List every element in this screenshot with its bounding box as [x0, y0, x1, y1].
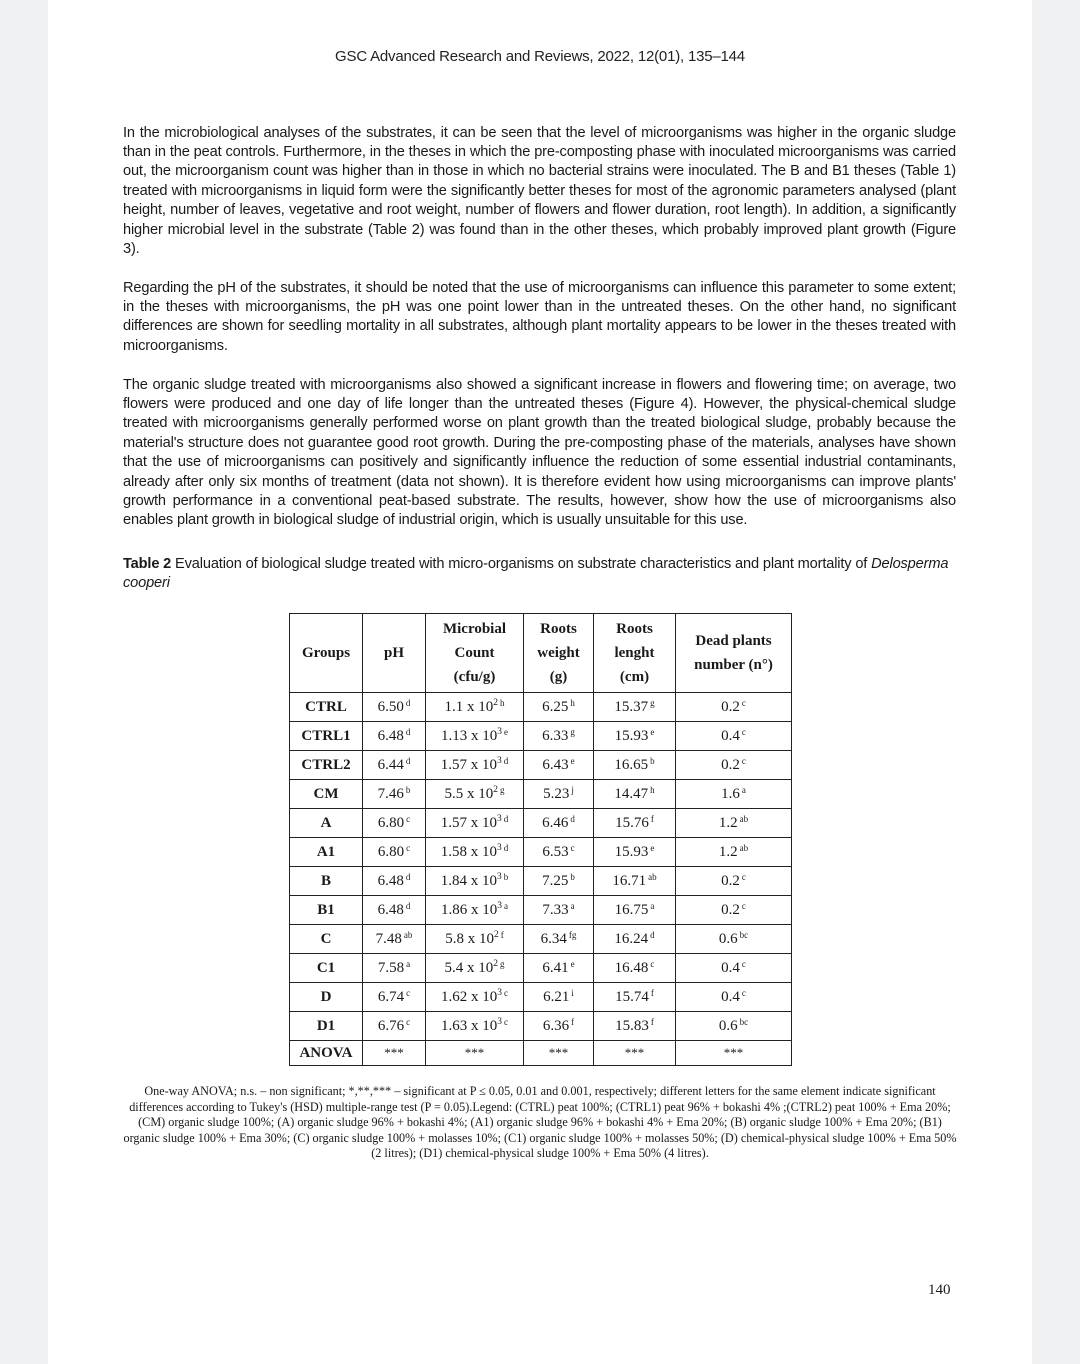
- value: 1.86 x 10: [441, 902, 498, 918]
- roots-weight-cell: [524, 954, 594, 983]
- value: 5.23: [543, 786, 570, 802]
- ph-cell: [363, 896, 426, 925]
- roots-weight-cell: [524, 751, 594, 780]
- value: 15.93: [614, 728, 649, 744]
- roots-length-cell: [594, 780, 676, 809]
- roots-length-cell: [594, 983, 676, 1012]
- anova-row: [290, 1041, 792, 1066]
- exponent: 3: [497, 988, 502, 998]
- value: 1.2: [718, 815, 738, 831]
- value: 0.6: [718, 931, 738, 947]
- roots-weight-cell: [524, 780, 594, 809]
- value: 16.71: [612, 873, 647, 889]
- microbial-count-cell: [426, 925, 524, 954]
- table-caption: [123, 555, 963, 594]
- table-row: [290, 751, 792, 780]
- roots-length-cell: [594, 693, 676, 722]
- exponent: 3: [497, 727, 502, 737]
- value: 14.47: [614, 786, 649, 802]
- table-row: [290, 867, 792, 896]
- roots-weight-cell: [524, 867, 594, 896]
- significance-letter: e: [504, 727, 508, 737]
- roots-weight-cell: [524, 925, 594, 954]
- value: 6.50: [377, 699, 404, 715]
- significance-letter: d: [570, 814, 575, 824]
- significance-letter: c: [650, 959, 655, 969]
- header-line: Roots: [616, 621, 653, 637]
- table-row: [290, 896, 792, 925]
- group-name: D: [290, 983, 363, 1012]
- running-header: GSC Advanced Research and Reviews, 2022, 12(01), 135–144: [335, 48, 745, 65]
- value: 15.83: [615, 1018, 649, 1034]
- ph-cell: [363, 1012, 426, 1041]
- value: 6.48: [377, 873, 404, 889]
- value: 1.57 x 10: [440, 815, 497, 831]
- microbial-count-cell: [426, 809, 524, 838]
- value: 6.48: [377, 728, 404, 744]
- significance-letter: ab: [739, 843, 749, 853]
- value: 1.6: [721, 786, 740, 802]
- header-line: (g): [549, 669, 568, 685]
- group-name: A: [290, 809, 363, 838]
- roots-length-cell: [594, 925, 676, 954]
- roots-weight-cell: [524, 838, 594, 867]
- significance-letter: d: [650, 930, 655, 940]
- value: 1.57 x 10: [440, 757, 497, 773]
- group-name: CTRL1: [290, 722, 363, 751]
- significance-letter: ab: [403, 930, 413, 940]
- anova-label: ANOVA: [290, 1041, 363, 1066]
- ph-cell: [363, 925, 426, 954]
- dead-plants-cell: [676, 1012, 792, 1041]
- group-name: CM: [290, 780, 363, 809]
- ph-cell: [363, 954, 426, 983]
- exponent: 2: [493, 785, 498, 795]
- exponent: 3: [497, 1017, 502, 1027]
- microbial-count-cell: [426, 722, 524, 751]
- significance-letter: c: [570, 843, 575, 853]
- exponent: 3: [497, 843, 502, 853]
- exponent: 2: [493, 698, 498, 708]
- value: 7.33: [542, 902, 569, 918]
- roots-weight-cell: [524, 1012, 594, 1041]
- table-label: Table 2: [123, 556, 172, 572]
- significance-letter: a: [741, 785, 746, 795]
- value: 1.1 x 10: [444, 699, 494, 715]
- value: 15.93: [614, 844, 649, 860]
- significance-letter: c: [406, 814, 411, 824]
- significance-letter: b: [405, 785, 411, 795]
- value: 16.75: [614, 902, 649, 918]
- header-line: lenght: [614, 645, 655, 661]
- significance-letter: e: [570, 959, 575, 969]
- table-row: [290, 693, 792, 722]
- table-footnote: One-way ANOVA; n.s. – non significant; *,**,*** – significant at P ≤ 0.05, 0.01 and 0.001, respectively; different letters for the same element indicate significant differences according to Tukey's (HSD) multiple-range test (P = 0.05).Legend: (CTRL) peat 100%; (CTRL1) peat 96% + bokashi 4% ;(CTRL2) peat 100% + Ema 20%; (CM) organic sludge 100%; (A) organic sludge 96% + bokashi 4%; (A1) organic sludge 96% + bokashi 4% + Ema 20%; (B) organic sludge 100% + Ema 20%; (B1) organic sludge 100% + Ema 30%; (C) organic sludge 100% + molasses 10%; (C1) organic sludge 100% + molasses 50%; (D) chemical-physical sludge 100% + Ema 50% (2 litres); (D1) chemical-physical sludge 100% + Ema 50% (4 litres).: [123, 1084, 957, 1161]
- significance-letter: c: [741, 872, 746, 882]
- significance-letter: g: [500, 785, 505, 795]
- significance-letter: i: [571, 988, 574, 998]
- table-row: [290, 838, 792, 867]
- table-row: [290, 954, 792, 983]
- table-caption-text: Evaluation of biological sludge treated with micro-organisms on substrate characteristics and plant mortality of: [171, 556, 872, 572]
- value: 0.4: [721, 989, 740, 1005]
- value: 1.13 x 10: [441, 728, 498, 744]
- anova-significance: ***: [524, 1041, 594, 1066]
- header-roots-length: [594, 614, 676, 693]
- microbial-count-cell: [426, 693, 524, 722]
- significance-letter: d: [503, 756, 509, 766]
- exponent: 2: [493, 959, 498, 969]
- header-line: Groups: [301, 645, 351, 661]
- dead-plants-cell: [676, 925, 792, 954]
- value: 6.80: [377, 844, 405, 860]
- significance-letter: f: [500, 930, 504, 940]
- value: 6.76: [377, 1018, 405, 1034]
- roots-weight-cell: [524, 809, 594, 838]
- header-ph: [363, 614, 426, 693]
- significance-letter: e: [650, 843, 655, 853]
- significance-letter: ab: [739, 814, 749, 824]
- header-line: Count: [454, 645, 495, 661]
- header-line: (cfu/g): [453, 669, 496, 685]
- significance-letter: c: [741, 959, 746, 969]
- roots-weight-cell: [524, 896, 594, 925]
- exponent: 3: [497, 814, 502, 824]
- page-number: 140: [928, 1282, 951, 1298]
- value: 6.34: [540, 931, 567, 947]
- microbial-count-cell: [426, 751, 524, 780]
- value: 1.2: [718, 844, 738, 860]
- value: 6.43: [542, 757, 569, 773]
- value: 6.25: [542, 699, 569, 715]
- value: 5.5 x 10: [444, 786, 494, 802]
- value: 6.33: [542, 728, 569, 744]
- value: 7.58: [377, 960, 405, 976]
- significance-letter: c: [504, 988, 508, 998]
- value: 0.4: [721, 728, 740, 744]
- header-line: Roots: [540, 621, 577, 637]
- header-line: Microbial: [442, 621, 507, 637]
- significance-letter: c: [741, 901, 746, 911]
- exponent: 3: [497, 872, 502, 882]
- dead-plants-cell: [676, 954, 792, 983]
- value: 7.48: [375, 931, 402, 947]
- header-line: weight: [537, 645, 580, 661]
- value: 6.74: [377, 989, 405, 1005]
- roots-length-cell: [594, 954, 676, 983]
- significance-letter: d: [503, 814, 509, 824]
- exponent: 3: [497, 901, 502, 911]
- value: 16.24: [614, 931, 649, 947]
- header-groups: [290, 614, 363, 693]
- anova-significance: ***: [676, 1041, 792, 1066]
- value: 6.21: [543, 989, 570, 1005]
- roots-length-cell: [594, 838, 676, 867]
- significance-letter: g: [650, 698, 655, 708]
- dead-plants-cell: [676, 896, 792, 925]
- significance-letter: g: [500, 959, 505, 969]
- significance-letter: h: [570, 698, 575, 708]
- microbial-count-cell: [426, 983, 524, 1012]
- significance-letter: b: [503, 872, 509, 882]
- significance-letter: d: [405, 872, 411, 882]
- dead-plants-cell: [676, 838, 792, 867]
- significance-letter: d: [405, 756, 411, 766]
- ph-cell: [363, 780, 426, 809]
- value: 6.53: [542, 844, 569, 860]
- group-name: CTRL2: [290, 751, 363, 780]
- header-roots-weight: [524, 614, 594, 693]
- group-name: B: [290, 867, 363, 896]
- dead-plants-cell: [676, 983, 792, 1012]
- value: 1.63 x 10: [441, 1018, 498, 1034]
- significance-letter: c: [504, 1017, 508, 1027]
- group-name: C1: [290, 954, 363, 983]
- microbial-count-cell: [426, 780, 524, 809]
- significance-letter: c: [406, 843, 411, 853]
- dead-plants-cell: [676, 751, 792, 780]
- paragraph-organic-sludge: The organic sludge treated with microorganisms also showed a significant increase in flowers and flowering time; on average, two flowers were produced and one day of life longer than the untreated theses (Figure 4). However, the physical-chemical sludge treated with microorganisms generally performed worse on plant growth than the treated biological sludge, probably because the material's structure does not guarantee good root growth. During the pre-composting phase of the materials, analyses have shown that the use of microorganisms can positively and significantly influence the reduction of some essential industrial contaminants, already after only six months of treatment (data not shown). It is therefore evident how using microorganisms can improve plants' growth performance in a conventional peat-based substrate. The results, however, show how the use of microorganisms also enables plant growth in biological sludge of industrial origin, which is usually unsuitable for this use.: [123, 376, 956, 529]
- value: 6.80: [377, 815, 405, 831]
- value: 6.44: [377, 757, 404, 773]
- roots-length-cell: [594, 809, 676, 838]
- ph-cell: [363, 751, 426, 780]
- significance-letter: bc: [739, 1017, 749, 1027]
- microbial-count-cell: [426, 896, 524, 925]
- roots-length-cell: [594, 722, 676, 751]
- table-row: [290, 925, 792, 954]
- dead-plants-cell: [676, 780, 792, 809]
- significance-letter: bc: [739, 930, 749, 940]
- significance-letter: b: [570, 872, 575, 882]
- header-line: number (n°): [694, 657, 773, 673]
- value: 16.48: [614, 960, 649, 976]
- paragraph-ph-substrates: Regarding the pH of the substrates, it should be noted that the use of microorganisms can influence this parameter to some extent; in the theses with microorganisms, the pH was one point lower than in the untreated theses. On the other hand, no significant differences are shown for seedling mortality in all substrates, although plant mortality appears to be lower in the theses treated with microorganisms.: [123, 279, 956, 354]
- microbial-count-cell: [426, 954, 524, 983]
- results-table: [289, 613, 792, 1066]
- anova-significance: ***: [363, 1041, 426, 1066]
- significance-letter: c: [741, 698, 746, 708]
- exponent: 2: [494, 930, 499, 940]
- anova-significance: ***: [594, 1041, 676, 1066]
- value: 0.2: [721, 873, 740, 889]
- significance-letter: f: [650, 814, 654, 824]
- significance-letter: c: [406, 988, 411, 998]
- value: 16.65: [614, 757, 649, 773]
- group-name: C: [290, 925, 363, 954]
- dead-plants-cell: [676, 693, 792, 722]
- roots-weight-cell: [524, 722, 594, 751]
- significance-letter: ab: [648, 872, 657, 882]
- value: 0.2: [721, 902, 740, 918]
- document-page: [48, 0, 1032, 1364]
- value: 0.2: [721, 757, 740, 773]
- ph-cell: [363, 983, 426, 1012]
- value: 6.46: [542, 815, 569, 831]
- value: 0.6: [718, 1018, 738, 1034]
- group-name: A1: [290, 838, 363, 867]
- significance-letter: d: [405, 901, 411, 911]
- value: 0.4: [721, 960, 740, 976]
- ph-cell: [363, 809, 426, 838]
- value: 7.25: [542, 873, 569, 889]
- value: 1.58 x 10: [440, 844, 497, 860]
- dead-plants-cell: [676, 867, 792, 896]
- ph-cell: [363, 867, 426, 896]
- significance-letter: c: [741, 727, 746, 737]
- significance-letter: f: [650, 1017, 654, 1027]
- significance-letter: a: [570, 901, 575, 911]
- exponent: 3: [497, 756, 502, 766]
- significance-letter: h: [650, 785, 655, 795]
- significance-letter: b: [650, 756, 655, 766]
- ph-cell: [363, 693, 426, 722]
- dead-plants-cell: [676, 809, 792, 838]
- table-row: [290, 809, 792, 838]
- significance-letter: f: [571, 1017, 575, 1027]
- value: 0.2: [721, 699, 740, 715]
- significance-letter: c: [741, 988, 746, 998]
- significance-letter: h: [500, 698, 505, 708]
- significance-letter: c: [741, 756, 746, 766]
- significance-letter: e: [650, 727, 655, 737]
- significance-letter: j: [571, 785, 574, 795]
- microbial-count-cell: [426, 1012, 524, 1041]
- value: 15.37: [614, 699, 649, 715]
- significance-letter: f: [650, 988, 654, 998]
- group-name: CTRL: [290, 693, 363, 722]
- significance-letter: a: [406, 959, 411, 969]
- value: 1.84 x 10: [440, 873, 497, 889]
- significance-letter: e: [570, 756, 575, 766]
- roots-length-cell: [594, 1012, 676, 1041]
- value: 1.62 x 10: [441, 989, 498, 1005]
- roots-length-cell: [594, 896, 676, 925]
- header-dead-plants: [676, 614, 792, 693]
- table-row: [290, 722, 792, 751]
- value: 6.36: [542, 1018, 570, 1034]
- dead-plants-cell: [676, 722, 792, 751]
- significance-letter: d: [405, 727, 411, 737]
- significance-letter: a: [504, 901, 508, 911]
- roots-weight-cell: [524, 693, 594, 722]
- microbial-count-cell: [426, 838, 524, 867]
- ph-cell: [363, 838, 426, 867]
- significance-letter: d: [405, 698, 411, 708]
- paragraph-microbiological-analyses: In the microbiological analyses of the substrates, it can be seen that the level of microorganisms was higher in the organic sludge than in the peat controls. Furthermore, in the theses in which the pre-composting phase with inoculated microorganisms was carried out, the microorganism count was higher than in those in which no bacterial strains were inoculated. The B and B1 theses (Table 1) treated with microorganisms in liquid form were the significantly better theses for most of the agronomic parameters analysed (plant height, number of leaves, vegetative and root weight, number of flowers and flower duration, root length). In addition, a significantly higher microbial level in the substrate (Table 2) was found than in the other theses, which probably improved plant growth (Figure 3).: [123, 124, 956, 258]
- microbial-count-cell: [426, 867, 524, 896]
- table-row: [290, 780, 792, 809]
- header-line: pH: [383, 645, 404, 661]
- header-line: Dead plants: [695, 633, 772, 649]
- table-header-row: [290, 614, 792, 693]
- value: 15.74: [615, 989, 649, 1005]
- group-name: D1: [290, 1012, 363, 1041]
- table-row: [290, 1012, 792, 1041]
- roots-weight-cell: [524, 983, 594, 1012]
- value: 5.8 x 10: [445, 931, 494, 947]
- significance-letter: c: [406, 1017, 411, 1027]
- group-name: B1: [290, 896, 363, 925]
- value: 6.41: [542, 960, 569, 976]
- anova-significance: ***: [426, 1041, 524, 1066]
- significance-letter: d: [503, 843, 509, 853]
- significance-letter: a: [650, 901, 655, 911]
- header-microbial-count: [426, 614, 524, 693]
- significance-letter: fg: [568, 930, 577, 940]
- value: 15.76: [615, 815, 649, 831]
- roots-length-cell: [594, 867, 676, 896]
- value: 6.48: [377, 902, 404, 918]
- species-name: Delosperma cooperi: [123, 556, 949, 592]
- value: 5.4 x 10: [444, 960, 494, 976]
- value: 7.46: [377, 786, 404, 802]
- significance-letter: g: [570, 727, 575, 737]
- table-row: [290, 983, 792, 1012]
- header-line: (cm): [619, 669, 650, 685]
- ph-cell: [363, 722, 426, 751]
- roots-length-cell: [594, 751, 676, 780]
